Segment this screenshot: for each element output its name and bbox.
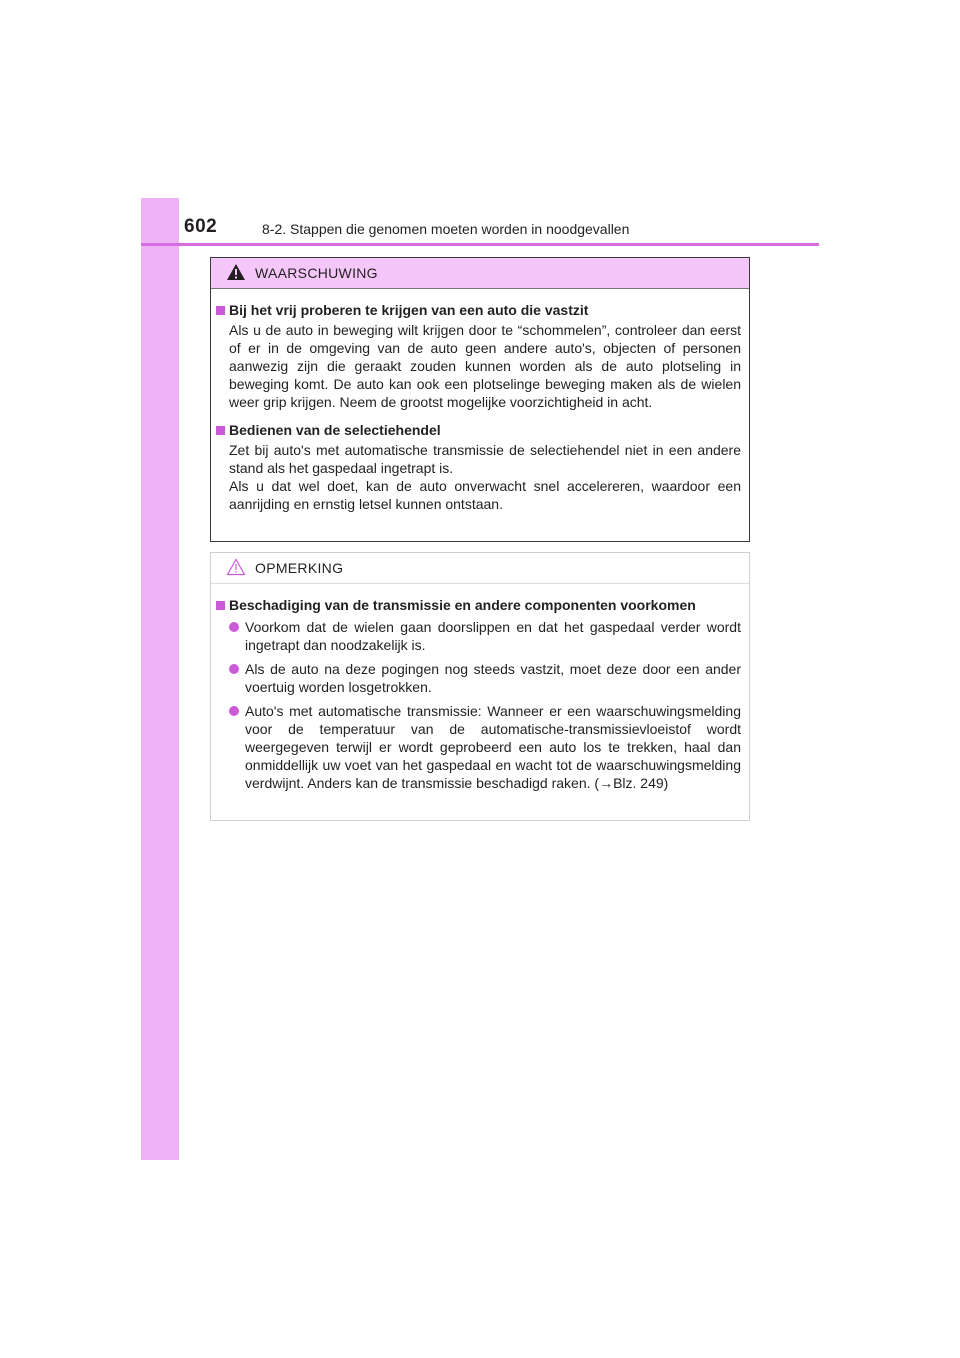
list-item-main-text: Auto's met automatische transmissie: Wanneer er een waarschuwingsmelding voor de temperatuur van de automatische-transmissievloeistof wordt weergegeven terwijl er wordt geprobeerd een auto los te trekken, haal dan onmiddellijk uw voet van het gaspedaal en wacht tot de waarschuwingsmelding verdwijnt. Anders kan de transmissie beschadigd raken. ( bbox=[245, 703, 741, 791]
header-rule bbox=[141, 243, 819, 246]
note-box bbox=[210, 552, 750, 821]
list-item bbox=[229, 660, 741, 696]
warning-section bbox=[216, 421, 741, 513]
circle-bullet-icon bbox=[229, 664, 239, 674]
warning-title: WAARSCHUWING bbox=[255, 265, 378, 281]
chapter-title: 8-2. Stappen die genomen moeten worden in noodgevallen bbox=[262, 221, 630, 237]
list-item-text: Voorkom dat de wielen gaan doorslippen en dat het gaspedaal verder wordt ingetrapt dan noodzakelijk is. bbox=[245, 619, 741, 653]
circle-bullet-icon bbox=[229, 706, 239, 716]
square-bullet-icon bbox=[216, 306, 225, 315]
list-item bbox=[229, 702, 741, 792]
warning-box bbox=[210, 257, 750, 542]
warning-triangle-icon bbox=[226, 263, 246, 281]
section-paragraph: Als u dat wel doet, kan de auto onverwacht snel accelereren, waardoor een aanrijding en ernstig letsel kunnen ontstaan. bbox=[229, 478, 741, 512]
list-item bbox=[229, 618, 741, 654]
square-bullet-icon bbox=[216, 601, 225, 610]
section-heading bbox=[216, 596, 741, 615]
section-paragraph: Als u de auto in beweging wilt krijgen door te “schommelen”, controleer dan eerst of er in de omgeving van de auto geen andere auto's, objecten of personen aanwezig zijn die geraakt zouden kunnen worden als de auto plotseling in beweging komt. De auto kan ook een plotselinge beweging maken als de wielen weer grip krijgen. Neem de grootst mogelijke voorzichtigheid in acht. bbox=[229, 322, 741, 410]
section-heading-text: Bij het vrij proberen te krijgen van een auto die vastzit bbox=[229, 302, 589, 318]
note-body bbox=[211, 584, 749, 792]
circle-bullet-icon bbox=[229, 622, 239, 632]
section-heading bbox=[216, 421, 741, 440]
section-paragraph: Zet bij auto's met automatische transmissie de selectiehendel niet in een andere stand als het gaspedaal ingetrapt is. bbox=[229, 442, 741, 476]
warning-body bbox=[211, 289, 749, 513]
warning-header bbox=[211, 258, 749, 289]
side-tab bbox=[141, 198, 179, 1160]
arrow-right-icon: → bbox=[599, 775, 614, 791]
section-heading-text: Beschadiging van de transmissie en andere componenten voorkomen bbox=[229, 597, 696, 613]
note-header bbox=[211, 553, 749, 584]
section-heading bbox=[216, 301, 741, 320]
caution-triangle-outline-icon bbox=[226, 558, 246, 576]
page-reference-link[interactable]: Blz. 249) bbox=[613, 775, 669, 791]
list-item-text bbox=[245, 702, 741, 792]
list-item-text: Als de auto na deze pogingen nog steeds vastzit, moet deze door een ander voertuig worden losgetrokken. bbox=[245, 661, 741, 695]
square-bullet-icon bbox=[216, 426, 225, 435]
page-number: 602 bbox=[184, 216, 218, 237]
note-title: OPMERKING bbox=[255, 560, 344, 576]
section-heading-text: Bedienen van de selectiehendel bbox=[229, 422, 441, 438]
warning-section bbox=[216, 301, 741, 411]
